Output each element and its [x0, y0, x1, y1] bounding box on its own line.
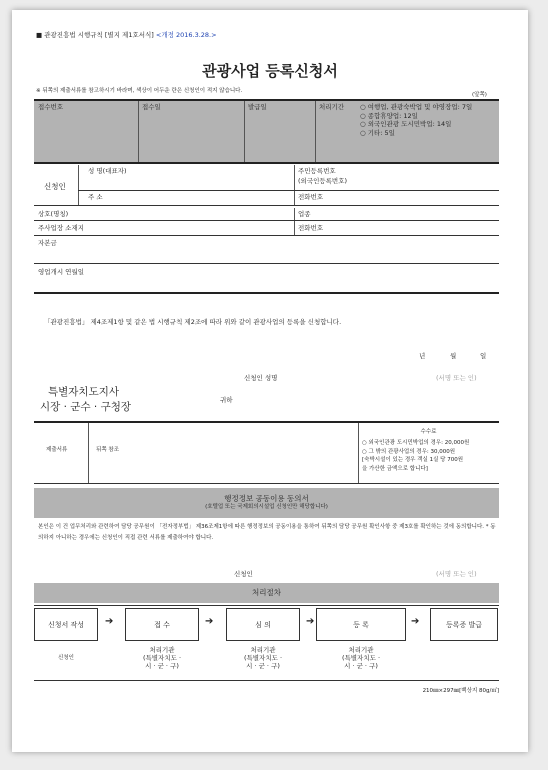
date-year: 년	[419, 352, 426, 360]
step-certificate-issue: 등록증 발급	[430, 608, 498, 641]
fee-item: 을 가산한 금액으로 합니다]	[362, 465, 428, 472]
process-title: 처리절차	[252, 588, 281, 597]
business-phone-label: 전화번호	[298, 224, 324, 232]
divider	[78, 190, 499, 191]
arrow-right-icon: ➔	[306, 616, 315, 627]
recipient-line-1: 특별자치도지사	[48, 386, 120, 398]
divider	[34, 162, 499, 164]
fee-item: [숙박시설이 있는 경우 객실 1실 당 700원	[362, 457, 464, 463]
step-registration: 등 록	[316, 608, 406, 641]
name-label: 성 명(대표자)	[88, 167, 127, 175]
divider	[34, 605, 499, 606]
step-receipt: 접 수	[125, 608, 199, 641]
divider	[244, 101, 245, 162]
handler-line: (특별자치도 ·	[243, 654, 283, 662]
processing-periods	[360, 103, 498, 137]
law-reference: 관광진흥법 시행규칙 [별지 제1호서식]	[44, 31, 154, 39]
divider	[294, 208, 295, 235]
start-date-label: 영업개시 연월일	[38, 268, 85, 276]
recipient-suffix: 귀하	[220, 396, 233, 404]
arrow-right-icon: ➔	[411, 616, 420, 627]
fee-list	[362, 439, 499, 473]
step-write-application: 신청서 작성	[34, 608, 98, 641]
consent-signer: 신청인	[234, 570, 253, 578]
location-label: 주사업장 소재지	[38, 224, 85, 232]
receipt-number-label: 접수번호	[38, 103, 64, 111]
fee-item: ○ 그 밖의 관광사업의 경우: 30,000원	[362, 448, 456, 455]
divider	[34, 292, 499, 294]
handler-caption	[221, 646, 305, 670]
signature-hint: (서명 또는 인)	[436, 374, 477, 382]
fee-item: ○ 외국인관광 도시민박업의 경우: 20,000원	[362, 440, 470, 446]
divider	[34, 680, 499, 681]
handler-line: 시 · 군 · 구)	[344, 662, 378, 670]
form-page	[12, 10, 528, 752]
applicant-caption: 신청인	[58, 655, 74, 661]
arrow-right-icon: ➔	[205, 616, 214, 627]
consent-title: 행정정보 공동이용 동의서	[224, 494, 309, 503]
recipient-line-2: 시장 · 군수 · 구청장	[40, 401, 132, 413]
divider	[88, 423, 89, 483]
date-day: 일	[480, 352, 487, 360]
period-item: ○ 종합휴양업: 12일	[360, 111, 418, 120]
period-item: ○ 기타: 5일	[360, 128, 395, 137]
notice-text: ※ 뒤쪽의 제출서류를 참고하시기 바라며, 색상이 어두운 란은 신청인이 적지 않습니다.	[36, 88, 243, 94]
consent-header	[34, 488, 499, 518]
period-item: ○ 여행업, 관광숙박업 및 야영장업: 7일	[360, 103, 473, 111]
date-month: 월	[450, 352, 457, 360]
arrow-right-icon: ➔	[105, 616, 114, 627]
step-review: 심 의	[226, 608, 300, 641]
application-statement: 「관광진흥법」 제4조제1항 및 같은 법 시행규칙 제2조에 따라 위와 같이 관광사업의 등록을 신청합니다.	[44, 318, 342, 326]
alien-id-label: (외국인등록번호)	[298, 177, 348, 185]
page-title: 관광사업 등록신청서	[202, 62, 338, 80]
form-header	[36, 31, 217, 39]
page-indicator: (앞쪽)	[472, 92, 487, 98]
divider	[78, 165, 79, 205]
handler-line: 시 · 군 · 구)	[246, 662, 280, 670]
consent-sign-hint: (서명 또는 인)	[436, 570, 477, 578]
handler-line: 시 · 군 · 구)	[145, 662, 179, 670]
divider	[34, 205, 499, 206]
handler-line: (특별자치도 ·	[142, 654, 182, 662]
id-number-label: 주민등록번호	[298, 167, 336, 175]
divider	[315, 101, 316, 162]
divider	[34, 263, 499, 264]
revision-date: <개정 2016.3.28.>	[155, 31, 217, 39]
divider	[34, 235, 499, 236]
consent-body: 본인은 이 건 업무처리와 관련하여 담당 공무원이 「전자정부법」 제36조제1항에 따른 행정정보의 공동이용을 통하여 뒤쪽의 담당 공무원 확인사항 중 제3호를 확인하는 것에 동의합니다. * 동의하지 아니하는 경우에는 신청인이 직접 관련 서류를 제출하여야 합니다.	[38, 524, 496, 541]
documents-label: 제출서류	[46, 447, 68, 453]
consent-subtitle: (호텔업 또는 국제회의시설업 신청인만 해당합니다)	[205, 504, 328, 510]
divider	[294, 165, 295, 205]
business-type-label: 업종	[298, 210, 311, 218]
square-bullet: ■	[36, 31, 43, 39]
processing-period-label: 처리기간	[319, 103, 345, 111]
handler-line: (특별자치도 ·	[341, 654, 381, 662]
handler-caption	[120, 646, 204, 670]
applicant-section-label: 신청인	[44, 182, 66, 191]
signer-name-label: 신청인 성명	[244, 374, 278, 382]
divider	[34, 421, 499, 423]
issue-date-label: 발급일	[248, 103, 267, 111]
address-label: 주 소	[88, 193, 103, 201]
divider	[34, 483, 499, 484]
paper-spec-footer: 210㎜×297㎜[백상지 80g/㎡]	[422, 688, 499, 694]
divider	[34, 220, 499, 221]
handler-title: 처리기관	[348, 646, 374, 654]
handler-title: 처리기관	[250, 646, 276, 654]
phone-label: 전화번호	[298, 193, 324, 201]
divider	[138, 101, 139, 162]
receipt-date-label: 접수일	[142, 103, 161, 111]
period-item: ○ 외국인관광 도시민박업: 14일	[360, 120, 452, 128]
fee-title: 수수료	[420, 429, 437, 435]
capital-label: 자본금	[38, 239, 57, 247]
handler-caption	[319, 646, 403, 670]
handler-title: 처리기관	[149, 646, 175, 654]
trade-name-label: 상호(명칭)	[38, 210, 69, 218]
documents-value: 뒤쪽 참조	[96, 447, 120, 453]
